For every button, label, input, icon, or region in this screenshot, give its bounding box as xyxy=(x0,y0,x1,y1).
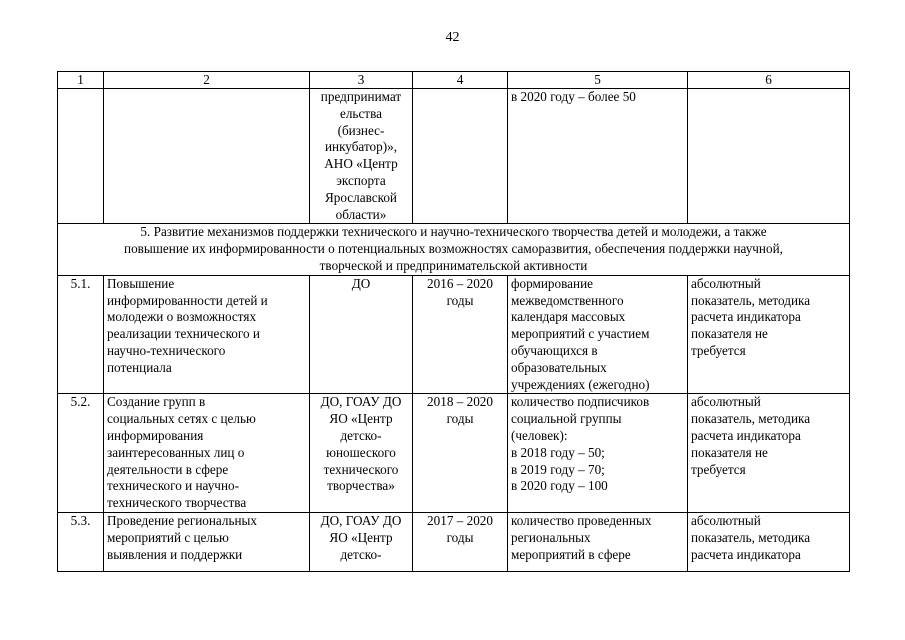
measure-cell xyxy=(104,275,310,394)
cell-text-line: деятельности в сфере xyxy=(107,461,229,477)
term-cell xyxy=(413,394,508,513)
cell-text-line: годы xyxy=(446,292,474,308)
cell-text-line: расчета индикатора xyxy=(691,546,801,562)
continuation-row xyxy=(58,89,850,224)
cell-text-line: реализации технического и xyxy=(107,326,260,342)
cell-text-line: ДО xyxy=(351,275,371,291)
cell-text-line: показатель, методика xyxy=(691,411,811,427)
cell-text-line: ельства xyxy=(340,105,382,121)
cell-text-line: годы xyxy=(446,529,474,545)
section-heading-row xyxy=(58,224,850,275)
cell-text-line: социальных сетях с целью xyxy=(107,411,256,427)
header-cell: 4 xyxy=(413,72,508,89)
term-cell xyxy=(413,512,508,571)
cell-text-line: годы xyxy=(446,411,474,427)
indicator-cell xyxy=(508,394,688,513)
responsible-cell xyxy=(310,275,413,394)
header-cell: 2 xyxy=(104,72,310,89)
cell-text-line: ДО, ГОАУ ДО xyxy=(320,394,402,410)
number-cell: 5.1. xyxy=(58,275,104,394)
cell-text-line: технического и научно- xyxy=(107,478,239,494)
table-row xyxy=(58,512,850,571)
number-cell: 5.3. xyxy=(58,512,104,571)
cell-text-line: образовательных xyxy=(511,359,607,375)
term-cell xyxy=(413,275,508,394)
method-cell xyxy=(688,512,850,571)
number-cell xyxy=(58,89,104,224)
cell-text-line: мероприятий в сфере xyxy=(511,546,631,562)
cell-text-line: Создание групп в xyxy=(107,394,206,410)
cell-text-line: АНО «Центр xyxy=(324,156,398,172)
responsible-cell xyxy=(310,512,413,571)
cell-text-line: показатель, методика xyxy=(691,292,811,308)
cell-text-line: информирования xyxy=(107,427,204,443)
plan-table xyxy=(57,71,850,572)
cell-text-line: в 2020 году – более 50 xyxy=(511,89,636,104)
cell-text-line: расчета индикатора xyxy=(691,427,801,443)
measure-cell xyxy=(104,512,310,571)
cell-text-line: в 2018 году – 50; xyxy=(511,444,605,460)
header-cell: 1 xyxy=(58,72,104,89)
cell-text-line: Проведение региональных xyxy=(107,512,258,528)
cell-text-line: количество проведенных xyxy=(511,512,652,528)
cell-text-line: молодежи о возможностях xyxy=(107,309,257,325)
cell-text-line: формирование xyxy=(511,275,593,291)
responsible-cell xyxy=(310,394,413,513)
cell-text-line: социальной группы xyxy=(511,411,622,427)
cell-text-line: Ярославской xyxy=(325,189,397,205)
cell-text-line: требуется xyxy=(691,461,746,477)
cell-text-line: детско- xyxy=(340,546,382,562)
measure-cell xyxy=(104,394,310,513)
cell-text-line: абсолютный xyxy=(691,275,761,291)
cell-text-line: в 2020 году – 100 xyxy=(511,478,608,494)
header-cell: 5 xyxy=(508,72,688,89)
table-row xyxy=(58,394,850,513)
cell-text-line: юношеского xyxy=(326,444,396,460)
cell-text-line: показатель, методика xyxy=(691,529,811,545)
method-cell xyxy=(688,89,850,224)
cell-text-line: предпринимат xyxy=(320,89,402,104)
cell-text-line: расчета индикатора xyxy=(691,309,801,325)
cell-text-line: мероприятий с участием xyxy=(511,326,650,342)
cell-text-line: информированности детей и xyxy=(107,292,268,308)
cell-text-line: ДО, ГОАУ ДО xyxy=(320,512,402,528)
cell-text-line: детско- xyxy=(340,427,382,443)
header-cell: 3 xyxy=(310,72,413,89)
cell-text-line: показателя не xyxy=(691,326,768,342)
column-number-row xyxy=(58,72,850,89)
table-row xyxy=(58,275,850,394)
method-cell xyxy=(688,275,850,394)
cell-text-line: в 2019 году – 70; xyxy=(511,461,605,477)
cell-text-line: межведомственного xyxy=(511,292,624,308)
page-number: 42 xyxy=(445,30,460,45)
cell-text-line: инкубатор)», xyxy=(324,139,398,155)
indicator-cell xyxy=(508,89,688,224)
cell-text-line: мероприятий с целью xyxy=(107,529,229,545)
term-cell xyxy=(413,89,508,224)
cell-text-line: абсолютный xyxy=(691,512,761,528)
cell-text-line: требуется xyxy=(691,342,746,358)
cell-text-line: 2016 – 2020 xyxy=(427,275,493,291)
cell-text-line: потенциала xyxy=(107,359,172,375)
method-cell xyxy=(688,394,850,513)
cell-text-line: календаря массовых xyxy=(511,309,626,325)
cell-text-line: учреждениях (ежегодно) xyxy=(511,376,650,392)
cell-text-line: повышение их информированности о потенциальных возможностях саморазвития, обеспечения поддержки научной, xyxy=(124,241,783,257)
cell-text-line: обучающихся в xyxy=(511,342,598,358)
cell-text-line: (бизнес- xyxy=(337,122,385,138)
cell-text-line: 2017 – 2020 xyxy=(427,512,493,528)
cell-text-line: региональных xyxy=(511,529,591,545)
responsible-cell xyxy=(310,89,413,224)
indicator-cell xyxy=(508,275,688,394)
cell-text-line: заинтересованных лиц о xyxy=(107,444,245,460)
cell-text-line: 2018 – 2020 xyxy=(427,394,493,410)
cell-text-line: творчества» xyxy=(327,478,395,494)
number-cell: 5.2. xyxy=(58,394,104,513)
section-heading xyxy=(58,224,850,275)
cell-text-line: показателя не xyxy=(691,444,768,460)
indicator-cell xyxy=(508,512,688,571)
cell-text-line: выявления и поддержки xyxy=(107,546,243,562)
cell-text-line: экспорта xyxy=(336,172,386,188)
header-cell: 6 xyxy=(688,72,850,89)
cell-text-line: 5. Развитие механизмов поддержки технического и научно-технического творчества детей и молодежи, а также xyxy=(140,224,767,240)
cell-text-line: технического xyxy=(323,461,399,477)
cell-text-line: Повышение xyxy=(107,275,175,291)
cell-text-line: творческой и предпринимательской активности xyxy=(319,257,588,273)
cell-text-line: количество подписчиков xyxy=(511,394,650,410)
cell-text-line: области» xyxy=(335,206,387,222)
cell-text-line: ЯО «Центр xyxy=(329,411,393,427)
cell-text-line: технического творчества xyxy=(107,495,247,511)
cell-text-line: абсолютный xyxy=(691,394,761,410)
cell-text-line: (человек): xyxy=(511,427,568,443)
cell-text-line: научно-технического xyxy=(107,342,226,358)
cell-text-line: ЯО «Центр xyxy=(329,529,393,545)
measure-cell xyxy=(104,89,310,224)
